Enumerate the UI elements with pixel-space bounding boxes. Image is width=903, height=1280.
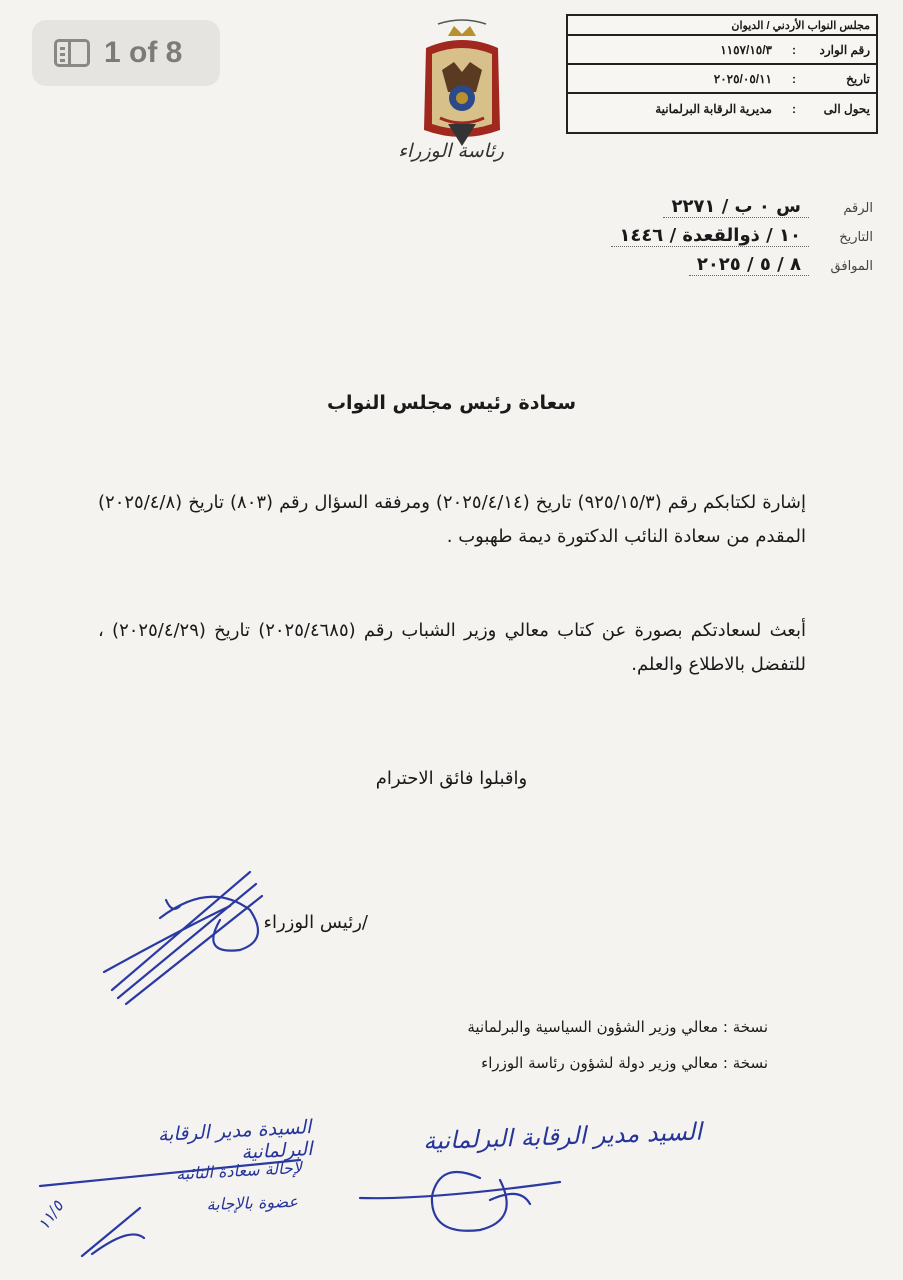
reference-number-label: الرقم [843, 201, 873, 216]
closing-line: واقبلوا فائق الاحترام [375, 768, 528, 789]
stamp-label: يحول الى [823, 101, 870, 116]
reference-gregorian-date [533, 254, 873, 283]
stamp-row-date: تاريخ : ٢٠٢٥/٠٥/١١ [568, 65, 876, 94]
paragraph-1: إشارة لكتابكم رقم (٩٢٥/١٥/٣) تاريخ (٢٠٢٥/٤/١٤) ومرفقه السؤال رقم (٨٠٣) تاريخ (٢٠٢٥/٤/٨) المقدم من سعادة النائب الدكتورة ديمة طهبوب . [98, 492, 806, 547]
stamp-label: رقم الوارد [819, 42, 870, 57]
stamp-value: ٢٠٢٥/٠٥/١١ [713, 71, 772, 86]
copy-recipient-2: نسخة : معالي وزير دولة لشؤون رئاسة الوزراء [481, 1054, 768, 1072]
reference-number [533, 196, 873, 225]
reference-gregorian-label: الموافق [830, 259, 873, 274]
reference-hijri-label: التاريخ [839, 230, 873, 245]
salutation: سعادة رئيس مجلس النواب [326, 392, 577, 414]
handwritten-note-left-2: لإحالة سعادة النائبة [175, 1157, 303, 1184]
stamp-value: ١١٥٧/١٥/٣ [720, 42, 772, 57]
reference-block [533, 196, 873, 283]
handwritten-note-left-3: عضوة بالإجابة [206, 1191, 299, 1214]
handwritten-note-right: السيد مدير الرقابة البرلمانية [422, 1117, 703, 1156]
copy-recipient-1: نسخة : معالي وزير الشؤون السياسية والبرلمانية [467, 1018, 768, 1036]
stamp-value: مديرية الرقابة البرلمانية [655, 101, 772, 116]
page-thumbnails-icon [54, 39, 90, 67]
page-counter[interactable] [32, 20, 220, 86]
stamp-row-number: رقم الوارد : ١١٥٧/١٥/٣ [568, 36, 876, 65]
reference-hijri-value: ١٠ / ذوالقعدة / ١٤٤٦ [611, 225, 809, 247]
page-counter-label: 1 of 8 [104, 36, 183, 69]
signer-title: /رئيس الوزراء [263, 912, 368, 933]
reference-gregorian-value: ٨ / ٥ / ٢٠٢٥ [689, 254, 809, 276]
stamp-label: تاريخ [846, 71, 870, 86]
stamp-row-forward: يحول الى : مديرية الرقابة البرلمانية [655, 101, 870, 116]
reference-hijri-date [533, 225, 873, 254]
handwritten-date: ١١/٥ [33, 1197, 68, 1234]
paragraph-2: أبعث لسعادتكم بصورة عن كتاب معالي وزير الشباب رقم (٢٠٢٥/٤٦٨٥) تاريخ (٢٠٢٥/٤/٢٩) ، للتفضل بالاطلاع والعلم. [98, 620, 806, 675]
incoming-stamp [566, 14, 878, 134]
reference-number-value: س ٠ ب / ٢٢٧١ [663, 196, 809, 218]
handwritten-note-left-1: السيدة مدير الرقابة البرلمانية [157, 1116, 313, 1164]
stamp-header: مجلس النواب الأردني / الديوان [568, 16, 876, 36]
crest-caption: رئاسة الوزراء [398, 140, 504, 162]
